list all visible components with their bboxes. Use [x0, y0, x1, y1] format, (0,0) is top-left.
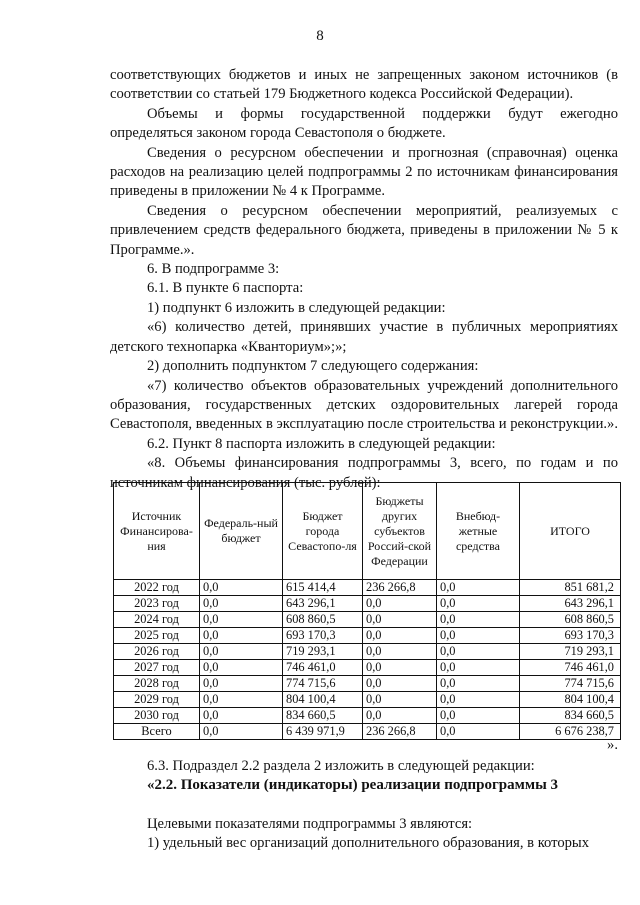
table-row [114, 612, 621, 628]
cell-year: 2030 год [114, 708, 200, 724]
blank-line [110, 796, 618, 815]
cell-other: 0,0 [363, 676, 437, 692]
cell-total: 834 660,5 [520, 708, 621, 724]
paragraph-5: 6. В подпрограмме 3: [147, 261, 280, 278]
paragraph-9: 2) дополнить подпунктом 7 следующего содержания: [147, 358, 479, 375]
table-row [114, 628, 621, 644]
paragraph-item-1: 1) удельный вес организаций дополнительного образования, в которых [147, 835, 590, 852]
table-header-row [114, 483, 621, 580]
cell-other: 0,0 [363, 612, 437, 628]
cell-city: 804 100,4 [283, 692, 363, 708]
paragraph-6: 6.1. В пункте 6 паспорта: [147, 280, 304, 297]
paragraph-12: «8. Объемы финансирования подпрограммы 3, всего, по годам и по источникам финансирования (тыс. рублей): [110, 455, 618, 491]
cell-federal: 0,0 [200, 724, 283, 740]
table-row [114, 644, 621, 660]
cell-federal: 0,0 [200, 660, 283, 676]
cell-year: 2025 год [114, 628, 200, 644]
cell-federal: 0,0 [200, 676, 283, 692]
cell-total: 693 170,3 [520, 628, 621, 644]
table-row [114, 580, 621, 596]
cell-city: 693 170,3 [283, 628, 363, 644]
cell-total: 643 296,1 [520, 596, 621, 612]
cell-extra: 0,0 [437, 628, 520, 644]
cell-total: 608 860,5 [520, 612, 621, 628]
paragraph-6-3: 6.3. Подраздел 2.2 раздела 2 изложить в следующей редакции: [147, 758, 535, 774]
cell-year: 2026 год [114, 644, 200, 660]
table-row [114, 676, 621, 692]
paragraph-7: 1) подпункт 6 изложить в следующей редакции: [147, 299, 446, 316]
cell-federal: 0,0 [200, 692, 283, 708]
section-heading-2-2: «2.2. Показатели (индикаторы) реализации подпрограммы 3 [147, 777, 559, 794]
cell-extra: 0,0 [437, 612, 520, 628]
cell-extra: 0,0 [437, 676, 520, 692]
cell-extra: 0,0 [437, 724, 520, 740]
cell-extra: 0,0 [437, 596, 520, 612]
cell-extra: 0,0 [437, 644, 520, 660]
cell-other: 0,0 [363, 628, 437, 644]
page-number: 8 [316, 28, 324, 44]
cell-year: 2022 год [114, 580, 200, 596]
header-source: Источник Финансирова-ния [114, 483, 200, 580]
paragraph-targets: Целевыми показателями подпрограммы 3 являются: [147, 815, 473, 832]
body-text-bottom [110, 757, 618, 854]
cell-federal: 0,0 [200, 708, 283, 724]
cell-year: 2029 год [114, 692, 200, 708]
cell-city: 774 715,6 [283, 676, 363, 692]
table-row [114, 692, 621, 708]
header-federal: Федераль-ный бюджет [200, 483, 283, 580]
cell-other: 236 266,8 [363, 724, 437, 740]
cell-other: 236 266,8 [363, 580, 437, 596]
cell-city: 608 860,5 [283, 612, 363, 628]
cell-total: 851 681,2 [520, 580, 621, 596]
cell-other: 0,0 [363, 644, 437, 660]
cell-total: 774 715,6 [520, 676, 621, 692]
cell-city: 834 660,5 [283, 708, 363, 724]
cell-extra: 0,0 [437, 580, 520, 596]
cell-federal: 0,0 [200, 612, 283, 628]
header-extra-budget: Внебюд-жетные средства [437, 483, 520, 580]
table-row [114, 596, 621, 612]
table-row [114, 660, 621, 676]
header-total: ИТОГО [520, 483, 621, 580]
cell-year: 2028 год [114, 676, 200, 692]
body-text-top [110, 66, 618, 493]
cell-total: 719 293,1 [520, 644, 621, 660]
paragraph-8: «6) количество детей, принявших участие в публичных мероприятиях детского технопарка «Кванториум»;»; [110, 319, 618, 355]
cell-other: 0,0 [363, 692, 437, 708]
header-city: Бюджет города Севастопо-ля [283, 483, 363, 580]
paragraph-4: Сведения о ресурсном обеспечении мероприятий, реализуемых с привлечением средств федерального бюджета, приведены в приложении № 5 к Программе.». [110, 202, 618, 258]
cell-city: 6 439 971,9 [283, 724, 363, 740]
cell-federal: 0,0 [200, 628, 283, 644]
cell-federal: 0,0 [200, 580, 283, 596]
cell-year: Всего [114, 724, 200, 740]
header-other-subjects: Бюджеты других субъектов Россий-ской Федерации [363, 483, 437, 580]
cell-extra: 0,0 [437, 660, 520, 676]
cell-federal: 0,0 [200, 596, 283, 612]
cell-extra: 0,0 [437, 708, 520, 724]
cell-year: 2024 год [114, 612, 200, 628]
cell-city: 719 293,1 [283, 644, 363, 660]
paragraph-1: соответствующих бюджетов и иных не запрещенных законом источников (в соответствии со статьей 179 Бюджетного кодекса Российской Федерации). [110, 67, 618, 103]
cell-total: 6 676 238,7 [520, 724, 621, 740]
cell-other: 0,0 [363, 596, 437, 612]
paragraph-2: Объемы и формы государственной поддержки будут ежегодно определяться законом города Севастополя о бюджете. [110, 105, 618, 142]
cell-year: 2023 год [114, 596, 200, 612]
financing-table [113, 482, 621, 740]
cell-other: 0,0 [363, 660, 437, 676]
cell-city: 746 461,0 [283, 660, 363, 676]
cell-total: 746 461,0 [520, 660, 621, 676]
paragraph-3: Сведения о ресурсном обеспечении и прогнозная (справочная) оценка расходов на реализацию целей подпрограммы 2 по источникам финансирования приведены в приложении № 4 к Программе. [110, 144, 618, 200]
cell-year: 2027 год [114, 660, 200, 676]
cell-city: 615 414,4 [283, 580, 363, 596]
cell-city: 643 296,1 [283, 596, 363, 612]
paragraph-11: 6.2. Пункт 8 паспорта изложить в следующей редакции: [147, 435, 496, 452]
paragraph-10: «7) количество объектов образовательных учреждений дополнительного образования, государственных детских оздоровительных лагерей города Севастополя, введенных в эксплуатацию после строительства и реконструкции.». [110, 377, 618, 433]
cell-federal: 0,0 [200, 644, 283, 660]
cell-extra: 0,0 [437, 692, 520, 708]
table-row [114, 708, 621, 724]
cell-total: 804 100,4 [520, 692, 621, 708]
closing-quote: ». [607, 737, 618, 753]
cell-other: 0,0 [363, 708, 437, 724]
